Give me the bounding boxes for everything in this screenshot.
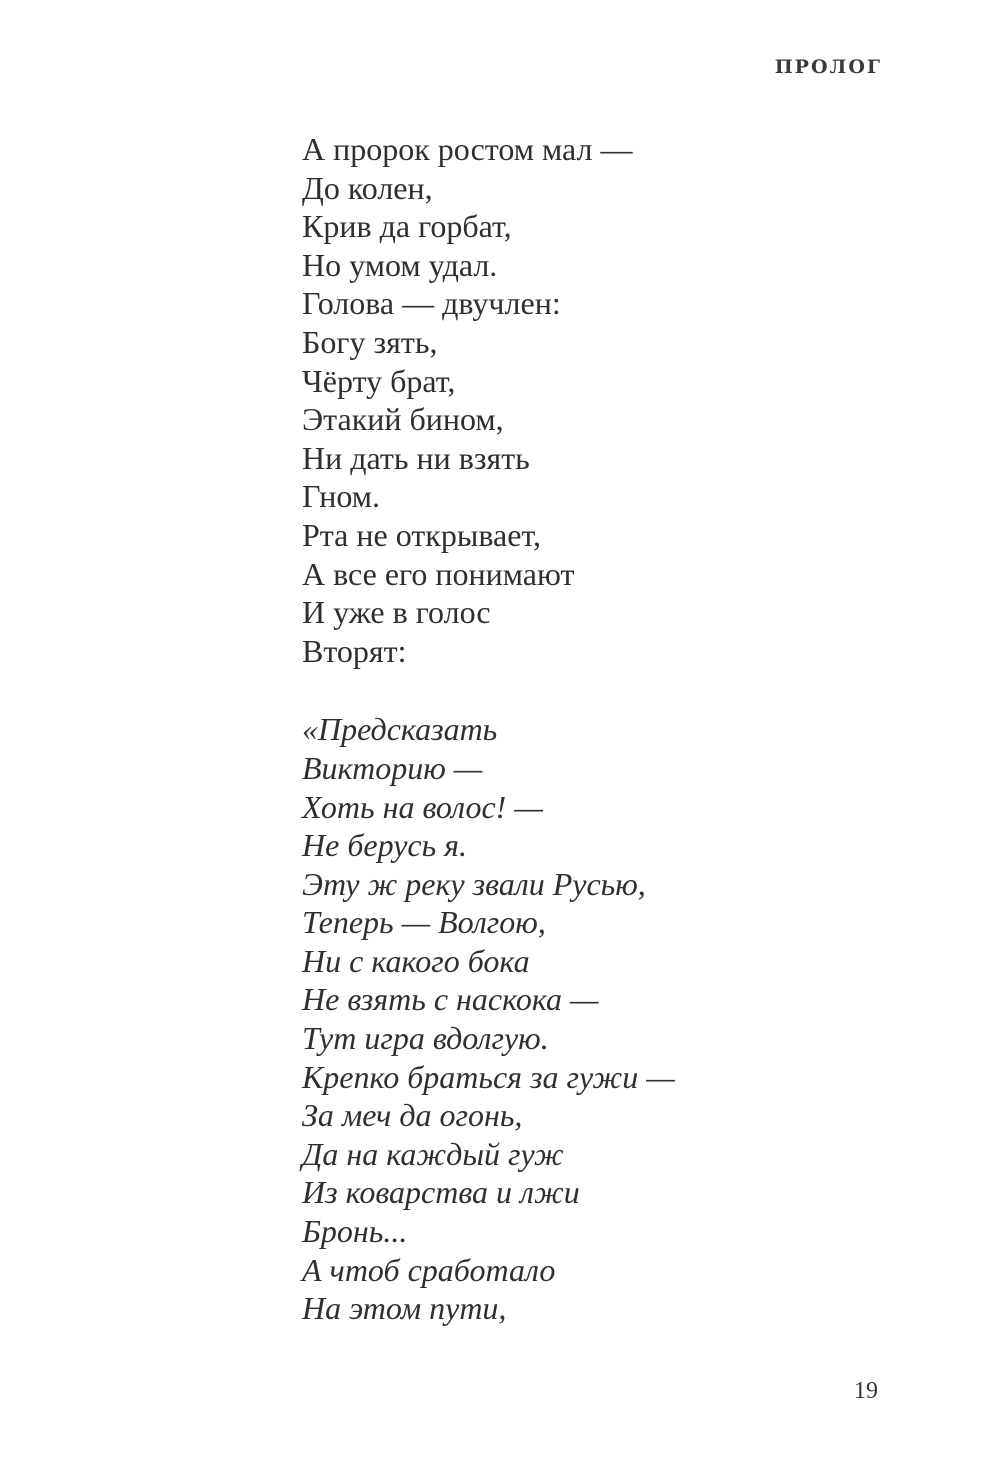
poem-line: Рта не открывает, — [302, 516, 541, 553]
poem-line: До колен, — [302, 169, 433, 206]
poem-line: За меч да огонь, — [302, 1097, 523, 1134]
poem-line: А пророк ростом мал — — [302, 131, 633, 167]
running-head: ПРОЛОГ — [774, 56, 882, 78]
poem-line: Не взять с наскока — — [302, 981, 599, 1018]
poem-line: Крепко браться за гужи — — [302, 1058, 675, 1095]
poem-line: А все его понимают — [302, 555, 575, 592]
poem-line: Богу зять, — [302, 323, 438, 360]
page-number: 19 — [854, 1378, 878, 1404]
poem-line: Гном. — [302, 478, 381, 515]
poem-line: Вторят: — [302, 632, 407, 669]
poem-line: Из коварства и лжи — [302, 1174, 580, 1211]
poem-line: Теперь — Волгою, — [302, 904, 546, 941]
poem-line: Голова — двучлен: — [302, 285, 561, 322]
stanza-2 — [302, 710, 922, 1328]
poem-line: И уже в голос — [302, 594, 491, 631]
poem-line: Бронь... — [302, 1213, 408, 1250]
stanza-1 — [302, 130, 922, 670]
poem — [302, 130, 922, 1328]
poem-line: Ни дать ни взять — [302, 439, 530, 476]
poem-line: Эту ж реку звали Русью, — [302, 865, 646, 902]
poem-line: Не берусь я. — [302, 827, 468, 864]
poem-line: Тут игра вдолгую. — [302, 1020, 549, 1057]
poem-line: Викторию — — [302, 749, 483, 786]
poem-line: Но умом удал. — [302, 246, 498, 283]
poem-line: Да на каждый гуж — [302, 1135, 564, 1172]
poem-line: Хоть на волос! — — [302, 788, 543, 825]
poem-line: На этом пути, — [302, 1290, 507, 1327]
poem-line: А чтоб сработало — [302, 1251, 556, 1288]
poem-line: Чёрту брат, — [302, 362, 456, 399]
poem-line: «Предсказать — [302, 711, 498, 748]
poem-line: Этакий бином, — [302, 401, 504, 438]
poem-line: Ни с какого бока — [302, 942, 530, 979]
poem-line: Крив да горбат, — [302, 208, 512, 245]
